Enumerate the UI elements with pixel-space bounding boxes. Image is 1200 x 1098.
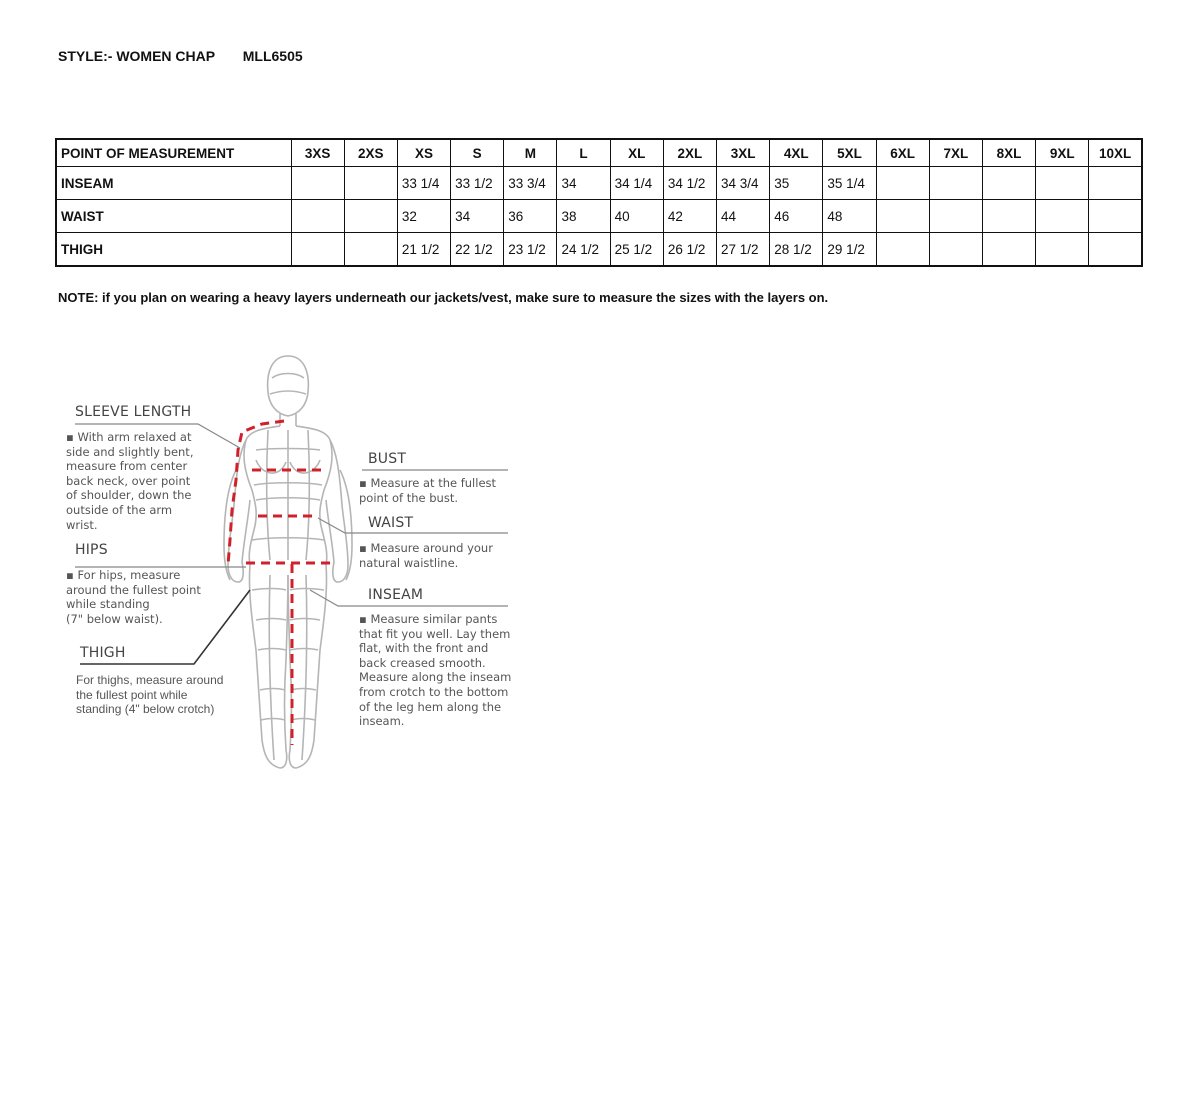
column-header: POINT OF MEASUREMENT	[56, 139, 291, 167]
table-cell: 34 1/4	[610, 167, 663, 200]
table-cell: 28 1/2	[770, 233, 823, 267]
row-label: THIGH	[56, 233, 291, 267]
body-outline-figure	[224, 356, 352, 768]
table-cell: 33 1/4	[397, 167, 450, 200]
table-cell: 35 1/4	[823, 167, 876, 200]
sleeve-length-desc: With arm relaxed at side and slightly bent, measure from center back neck, over point of shoulder, down the outside of the arm wrist.	[66, 430, 194, 532]
inseam-desc: Measure similar pants that fit you well. Lay them flat, with the front and back creased smooth. Measure along the inseam from crotch to the bottom of the leg hem along the inseam.	[359, 612, 512, 729]
column-header: 5XL	[823, 139, 876, 167]
row-label: INSEAM	[56, 167, 291, 200]
table-cell	[1089, 200, 1142, 233]
column-header: 6XL	[876, 139, 929, 167]
table-cell: 33 1/2	[451, 167, 504, 200]
waist-text	[359, 541, 493, 570]
table-cell: 34	[451, 200, 504, 233]
column-header: 9XL	[1036, 139, 1089, 167]
table-cell	[291, 233, 344, 267]
table-cell	[982, 200, 1035, 233]
inseam-text	[359, 612, 511, 729]
table-cell	[929, 200, 982, 233]
style-code: MLL6505	[242, 48, 303, 64]
table-cell: 22 1/2	[451, 233, 504, 267]
column-header: 2XS	[344, 139, 397, 167]
bust-desc: Measure at the fullest point of the bust.	[359, 476, 497, 505]
table-cell: 46	[770, 200, 823, 233]
table-cell: 29 1/2	[823, 233, 876, 267]
column-header: M	[504, 139, 557, 167]
inseam-title: INSEAM	[368, 587, 424, 603]
table-cell	[876, 167, 929, 200]
column-header: S	[451, 139, 504, 167]
column-header: 3XL	[717, 139, 770, 167]
waist-title: WAIST	[368, 515, 414, 531]
table-cell	[876, 200, 929, 233]
column-header: 7XL	[929, 139, 982, 167]
table-cell: 36	[504, 200, 557, 233]
column-header: XS	[397, 139, 450, 167]
bullet-icon: ▪	[66, 430, 78, 444]
table-cell	[1089, 167, 1142, 200]
table-cell	[344, 200, 397, 233]
waist-desc: Measure around your natural waistline.	[359, 541, 493, 570]
column-header: XL	[610, 139, 663, 167]
table-cell: 42	[663, 200, 716, 233]
size-chart-table	[55, 138, 1143, 267]
table-cell: 26 1/2	[663, 233, 716, 267]
table-cell	[1036, 233, 1089, 267]
table-cell	[291, 200, 344, 233]
table-cell	[929, 233, 982, 267]
table-cell: 34 3/4	[717, 167, 770, 200]
measurement-guides	[228, 421, 330, 745]
sleeve-length-title: SLEEVE LENGTH	[75, 404, 192, 420]
thigh-text: For thighs, measure around the fullest point while standing (4" below crotch)	[76, 673, 224, 717]
table-cell: 33 3/4	[504, 167, 557, 200]
bullet-icon: ▪	[359, 541, 371, 555]
table-cell	[982, 233, 1035, 267]
bullet-icon: ▪	[359, 476, 371, 490]
column-header: 4XL	[770, 139, 823, 167]
table-header-row	[56, 139, 1142, 167]
table-cell: 35	[770, 167, 823, 200]
table-cell	[982, 167, 1035, 200]
bust-title: BUST	[368, 451, 407, 467]
column-header: 10XL	[1089, 139, 1142, 167]
table-cell: 23 1/2	[504, 233, 557, 267]
table-cell: 48	[823, 200, 876, 233]
table-cell	[876, 233, 929, 267]
table-cell: 24 1/2	[557, 233, 610, 267]
style-header	[58, 48, 303, 64]
table-cell: 38	[557, 200, 610, 233]
table-cell: 34 1/2	[663, 167, 716, 200]
layering-note: NOTE: if you plan on wearing a heavy layers underneath our jackets/vest, make sure to measure the sizes with the layers on.	[58, 290, 829, 305]
hips-title: HIPS	[75, 542, 108, 558]
table-cell: 21 1/2	[397, 233, 450, 267]
sleeve-length-text	[66, 430, 193, 532]
table-row	[56, 233, 1142, 267]
table-cell	[929, 167, 982, 200]
column-header: L	[557, 139, 610, 167]
table-row	[56, 167, 1142, 200]
table-cell	[344, 167, 397, 200]
table-cell	[291, 167, 344, 200]
style-label: STYLE:- WOMEN CHAP	[58, 48, 215, 64]
row-label: WAIST	[56, 200, 291, 233]
column-header: 8XL	[982, 139, 1035, 167]
table-cell: 25 1/2	[610, 233, 663, 267]
table-cell	[344, 233, 397, 267]
bullet-icon: ▪	[359, 612, 371, 626]
sleeve-length-guide	[228, 421, 284, 565]
bust-text	[359, 476, 496, 505]
table-cell: 40	[610, 200, 663, 233]
table-cell: 27 1/2	[717, 233, 770, 267]
table-cell: 44	[717, 200, 770, 233]
table-row	[56, 200, 1142, 233]
table-cell	[1089, 233, 1142, 267]
table-cell	[1036, 200, 1089, 233]
column-header: 3XS	[291, 139, 344, 167]
table-cell	[1036, 167, 1089, 200]
bullet-icon: ▪	[66, 568, 78, 582]
hips-text	[66, 568, 201, 626]
table-cell: 34	[557, 167, 610, 200]
hips-desc: For hips, measure around the fullest point while standing (7" below waist).	[66, 568, 201, 626]
column-header: 2XL	[663, 139, 716, 167]
thigh-title: THIGH	[80, 645, 126, 661]
table-cell: 32	[397, 200, 450, 233]
